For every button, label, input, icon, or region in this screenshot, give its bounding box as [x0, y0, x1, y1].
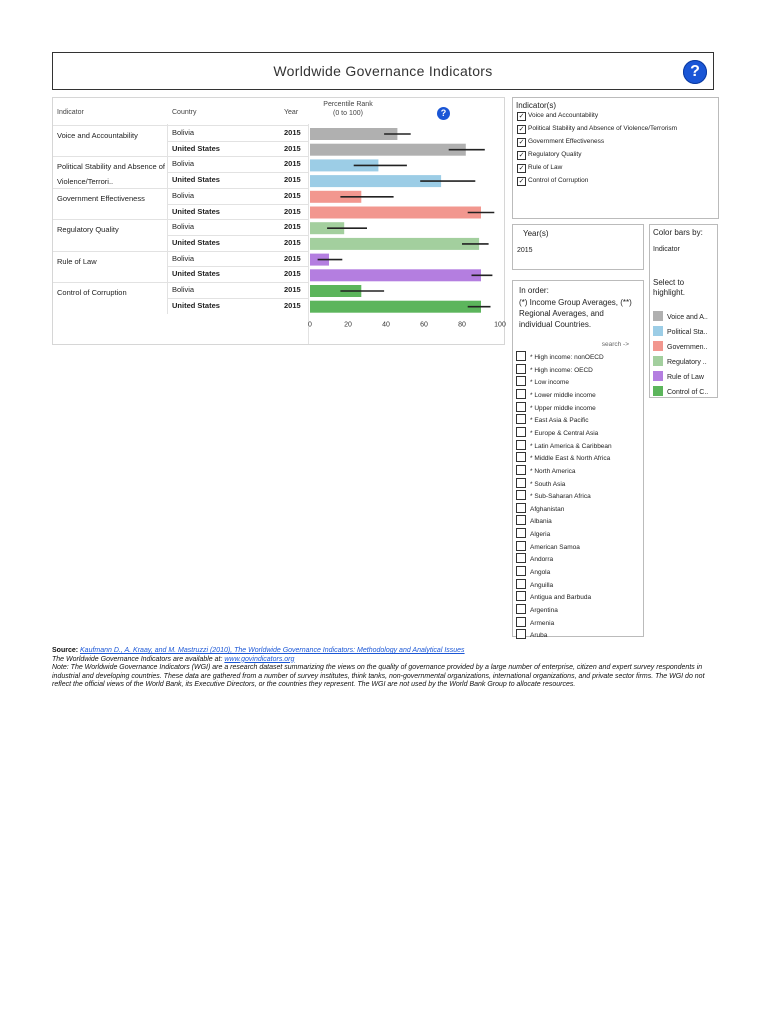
indicator-checkbox-item[interactable] — [517, 112, 598, 121]
indicator-label: Political Stability and Absence of Violence/Terrori.. — [57, 162, 165, 187]
bar — [310, 238, 479, 250]
row-divider — [167, 266, 308, 267]
country-list-item[interactable] — [516, 414, 589, 424]
countries-panel-subtitle: (*) Income Group Averages, (**) Regional Averages, and individual Countries. — [519, 298, 632, 329]
legend-item[interactable] — [653, 311, 708, 321]
indicator-label: Rule of Law — [57, 256, 97, 266]
checkbox[interactable] — [516, 364, 526, 374]
country-list-item[interactable] — [516, 364, 593, 374]
source-link[interactable]: Kaufmann D., A. Kraay, and M. Mastruzzi (2010), The Worldwide Governance Indicators: Methodology and Analytical Issues — [80, 647, 465, 654]
country-label: Bolivia — [172, 253, 195, 263]
percentile-bar-chart — [308, 124, 506, 344]
country-list-label: * Low income — [530, 379, 570, 387]
country-list-item[interactable] — [516, 617, 554, 627]
country-label: Bolivia — [172, 222, 195, 232]
legend-label: Voice and A.. — [667, 314, 708, 321]
checkbox[interactable]: ✓ — [518, 165, 525, 172]
checkbox[interactable] — [516, 376, 526, 386]
indicator-checkbox-item[interactable] — [517, 164, 562, 173]
indicator-checkbox-label: Political Stability and Absence of Violence/Terrorism — [528, 125, 678, 132]
country-list-label: * East Asia & Pacific — [530, 417, 589, 425]
legend-label: Governmen.. — [667, 344, 708, 351]
year-label: 2015 — [284, 206, 301, 216]
x-tick-label: 80 — [458, 321, 466, 329]
checkbox[interactable]: ✓ — [518, 178, 525, 185]
group-divider — [53, 219, 308, 220]
checkbox[interactable] — [516, 515, 526, 525]
select-highlight-title: Select to highlight. — [653, 278, 686, 297]
source-label: Source: — [52, 647, 79, 654]
x-tick-label: 40 — [382, 321, 390, 329]
color-bars-value[interactable]: Indicator — [653, 246, 680, 253]
country-label: Bolivia — [172, 128, 195, 137]
country-list-item[interactable] — [516, 376, 569, 386]
group-divider — [53, 188, 308, 189]
indicator-checkbox-item[interactable] — [517, 125, 677, 134]
checkbox[interactable] — [516, 452, 526, 462]
group-divider — [53, 156, 308, 157]
country-label: United States — [172, 175, 220, 185]
checkbox[interactable] — [516, 465, 526, 475]
country-label: Bolivia — [172, 190, 195, 200]
checkbox[interactable] — [516, 414, 526, 424]
country-label: United States — [172, 300, 220, 310]
country-label: Bolivia — [172, 159, 195, 169]
year-label: 2015 — [284, 159, 301, 169]
checkbox[interactable] — [516, 528, 526, 538]
country-list-item[interactable] — [516, 490, 591, 500]
country-list-label: Armenia — [530, 619, 555, 627]
checkbox[interactable] — [516, 541, 526, 551]
header-bar — [52, 52, 714, 90]
legend-swatch — [653, 311, 663, 321]
govindicators-link[interactable]: www.govindicators.org — [224, 655, 295, 663]
indicators-panel-title: Indicator(s) — [516, 101, 557, 110]
column-header-indicator: Indicator — [57, 109, 84, 116]
group-divider — [53, 125, 308, 126]
country-list-label: * Middle East & North Africa — [530, 455, 611, 463]
column-header-percentile-rank — [298, 100, 398, 118]
year-label: 2015 — [284, 190, 301, 200]
bar — [310, 207, 481, 219]
x-tick-label: 0 — [308, 321, 312, 329]
row-divider — [167, 298, 308, 299]
percentile-help-icon[interactable]: ? — [437, 107, 450, 120]
year-label: 2015 — [284, 253, 301, 263]
checkbox[interactable]: ✓ — [518, 139, 525, 146]
color-bars-panel — [649, 224, 718, 398]
percentile-rank-subtitle: (0 to 100) — [333, 110, 363, 117]
years-panel — [512, 224, 644, 270]
country-list-item[interactable] — [516, 604, 558, 614]
year-label: 2015 — [284, 143, 301, 153]
country-list-item[interactable] — [516, 452, 610, 462]
checkbox[interactable] — [516, 591, 526, 601]
row-divider — [167, 235, 308, 236]
country-list-item[interactable] — [516, 351, 604, 361]
x-tick-label: 100 — [494, 321, 506, 329]
country-list-label: * South Asia — [530, 480, 566, 488]
checkbox[interactable] — [516, 503, 526, 513]
indicator-checkbox-label: Regulatory Quality — [528, 151, 582, 158]
indicator-checkbox-item[interactable] — [517, 151, 581, 160]
year-label: 2015 — [284, 269, 301, 279]
legend-swatch — [653, 326, 663, 336]
column-header-year: Year — [284, 109, 299, 116]
x-tick-label: 20 — [344, 321, 352, 329]
country-list-item[interactable] — [516, 528, 550, 538]
indicator-label: Voice and Accountability — [57, 131, 138, 140]
checkbox[interactable] — [516, 351, 526, 361]
year-label: 2015 — [284, 285, 301, 294]
country-list-label: Anguilla — [530, 581, 554, 589]
checkbox[interactable] — [516, 490, 526, 500]
legend-swatch — [653, 386, 663, 396]
country-list-item[interactable] — [516, 478, 565, 488]
indicator-checkbox-item[interactable] — [517, 177, 588, 186]
country-list-item[interactable] — [516, 389, 596, 399]
country-list-label: * North America — [530, 467, 576, 475]
help-icon[interactable]: ? — [683, 60, 707, 84]
years-panel-title: Year(s) — [523, 229, 549, 238]
country-label: United States — [172, 269, 220, 279]
x-tick-label: 60 — [420, 321, 428, 329]
legend-label: Rule of Law — [667, 374, 704, 381]
indicator-checkbox-label: Voice and Accountability — [528, 112, 599, 119]
checkbox[interactable] — [516, 617, 526, 627]
footer-note: Note: The Worldwide Governance Indicators (WGI) are a research dataset summarizing the views on the quality of governance provided by a large number of enterprise, citizen and expert survey respondents in industrial and developing countries. These data are gathered from a number of survey institutes, think tanks, non-governmental organizations, international organizations, and private sector firms. The WGI do not reflect the official views of the World Bank, its Executive Directors, or the countries they represent. The WGI are not used by the World Bank Group to allocate resources. — [52, 664, 705, 689]
indicator-checkbox-label: Control of Corruption — [528, 177, 589, 184]
indicator-label: Regulatory Quality — [57, 225, 119, 235]
country-list-label: * Sub-Saharan Africa — [530, 493, 591, 501]
indicators-panel — [512, 97, 719, 219]
country-list-item[interactable] — [516, 515, 552, 525]
bar — [310, 301, 481, 313]
footer — [52, 647, 718, 690]
checkbox[interactable]: ✓ — [518, 113, 525, 120]
country-label: Bolivia — [172, 285, 195, 294]
country-list-label: * Europe & Central Asia — [530, 429, 599, 437]
country-list-label: Andorra — [530, 556, 554, 564]
country-label: United States — [172, 237, 220, 247]
year-label: 2015 — [284, 128, 301, 137]
row-divider — [167, 204, 308, 205]
country-list-item[interactable] — [516, 553, 553, 563]
checkbox[interactable] — [516, 478, 526, 488]
page-title: Worldwide Governance Indicators — [273, 63, 493, 79]
country-list-label: * Upper middle income — [530, 404, 596, 412]
legend-label: Regulatory .. — [667, 359, 707, 366]
checkbox[interactable]: ✓ — [518, 126, 525, 133]
legend-label: Political Sta.. — [667, 329, 708, 336]
country-list-label: Afghanistan — [530, 505, 565, 513]
indicator-label: Control of Corruption — [57, 288, 127, 297]
row-divider — [167, 172, 308, 173]
country-list-item[interactable] — [516, 402, 596, 412]
group-divider — [53, 251, 308, 252]
country-list-item[interactable] — [516, 541, 580, 551]
checkbox[interactable] — [516, 629, 526, 639]
column-header-country: Country — [172, 109, 197, 116]
checkbox[interactable]: ✓ — [518, 152, 525, 159]
indicator-checkbox-item[interactable] — [517, 138, 604, 147]
checkbox[interactable] — [516, 389, 526, 399]
country-list-label: Aruba — [530, 632, 548, 640]
bar — [310, 144, 466, 156]
legend-swatch — [653, 341, 663, 351]
country-list-item[interactable] — [516, 591, 591, 601]
country-list-label: Albania — [530, 518, 552, 526]
country-list-item[interactable] — [516, 465, 576, 475]
search-link[interactable]: search -> — [601, 341, 629, 348]
year-label: 2015 — [284, 222, 301, 232]
color-bars-title: Color bars by: — [653, 228, 703, 237]
indicator-label: Government Effectiveness — [57, 193, 145, 203]
country-label: United States — [172, 143, 220, 153]
legend-item[interactable] — [653, 341, 707, 351]
indicator-checkbox-label: Rule of Law — [528, 164, 563, 171]
country-list-label: American Samoa — [530, 543, 580, 551]
legend-item[interactable] — [653, 386, 708, 396]
countries-panel — [512, 280, 644, 640]
country-list-label: * High income: OECD — [530, 366, 593, 374]
country-list-item[interactable] — [516, 566, 550, 576]
bar — [310, 269, 481, 281]
legend-item[interactable] — [653, 326, 707, 336]
legend-swatch — [653, 356, 663, 366]
country-list-label: Algeria — [530, 531, 551, 539]
country-list-label: * High income: nonOECD — [530, 354, 604, 361]
legend-label: Control of C.. — [667, 389, 709, 396]
percentile-rank-title: Percentile Rank — [323, 101, 373, 108]
year-label: 2015 — [284, 237, 301, 247]
checkbox[interactable] — [516, 402, 526, 412]
legend-item[interactable] — [653, 371, 704, 381]
country-list-label: Angola — [530, 569, 551, 577]
country-list-label: Antigua and Barbuda — [530, 594, 592, 602]
country-list-label: * Latin America & Caribbean — [530, 442, 612, 450]
checkbox[interactable] — [516, 566, 526, 576]
indicator-checkbox-label: Government Effectiveness — [528, 138, 605, 145]
checkbox[interactable] — [516, 579, 526, 589]
year-label: 2015 — [284, 175, 301, 185]
checkbox[interactable] — [516, 440, 526, 450]
year-value[interactable]: 2015 — [517, 247, 533, 254]
row-divider — [167, 141, 308, 142]
country-list-item[interactable] — [516, 579, 553, 589]
checkbox[interactable] — [516, 427, 526, 437]
legend-swatch — [653, 371, 663, 381]
year-label: 2015 — [284, 300, 301, 310]
group-divider — [53, 282, 308, 283]
country-list-item[interactable] — [516, 503, 564, 513]
country-label: United States — [172, 206, 220, 216]
country-list-label: * Lower middle income — [530, 391, 596, 399]
available-text: The Worldwide Governance Indicators are available at: — [52, 655, 223, 663]
countries-panel-title: In order: — [519, 286, 549, 295]
country-list-item[interactable] — [516, 427, 598, 437]
country-list-label: Argentina — [530, 607, 558, 614]
checkbox[interactable] — [516, 604, 526, 614]
country-list-item[interactable] — [516, 629, 547, 639]
checkbox[interactable] — [516, 553, 526, 563]
legend-item[interactable] — [653, 356, 707, 366]
country-list-item[interactable] — [516, 440, 612, 450]
